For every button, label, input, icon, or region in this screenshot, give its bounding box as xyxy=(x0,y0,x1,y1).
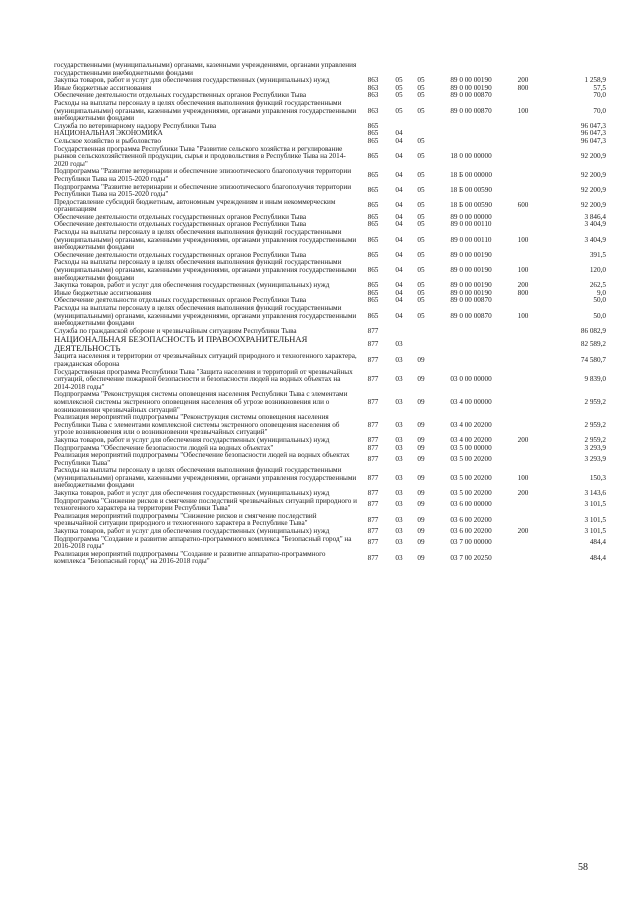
row-target-article: 03 5 00 20200 xyxy=(450,454,492,463)
row-target-article: 03 4 00 20200 xyxy=(450,435,492,444)
row-subsection-code xyxy=(410,328,432,336)
table-row xyxy=(54,62,606,77)
row-name: Расходы на выплаты персоналу в целях обеспечения выполнения функций государственными (муниципальными) органами, казенными учреждениями, органами управления государственными внебюджетными фондами xyxy=(54,98,357,123)
table-row xyxy=(54,536,606,551)
row-expense-type xyxy=(510,452,536,467)
row-expense-type xyxy=(510,168,536,183)
row-target-article: 18 Б 00 00000 xyxy=(450,171,492,180)
row-amount: 2 959,2 xyxy=(584,435,606,444)
row-expense-type: 200 xyxy=(517,489,529,498)
row-expense-type xyxy=(510,445,536,453)
row-amount: 3 101,5 xyxy=(584,500,606,509)
table-row xyxy=(54,259,606,282)
row-subsection-code: 05 xyxy=(417,152,425,161)
row-amount: 3 404,9 xyxy=(584,220,606,229)
row-expense-type xyxy=(510,297,536,305)
row-name: Подпрограмма "Реконструкция системы оповещения населения Республики Тыва с элементами комплексной системы экстренного оповещения населения об угрозе возникновения или о возникновении чрезвычайных ситуаций" xyxy=(54,390,348,414)
row-amount: 2 959,2 xyxy=(584,420,606,429)
row-amount: 9 839,0 xyxy=(584,375,606,384)
row-section-code: 04 xyxy=(395,136,403,145)
row-section-code: 04 xyxy=(395,220,403,229)
row-name: Служба по ветеринарному надзору Республики Тыва xyxy=(54,121,217,130)
row-amount: 3 293,9 xyxy=(584,443,606,452)
table-row xyxy=(54,369,606,392)
row-section-code: 05 xyxy=(395,83,403,92)
row-section-code: 04 xyxy=(395,212,403,221)
row-expense-type: 200 xyxy=(517,76,529,85)
row-name: Государственная программа Республики Тыва "Развитие сельского хозяйства и регулирование рынков сельскохозяйственной продукции, сырья и продовольствия в Республике Тыва на 2014-2020 годы" xyxy=(54,144,346,168)
budget-table xyxy=(54,62,606,566)
row-target-article: 89 0 00 00110 xyxy=(450,220,492,229)
row-target-article: 03 5 00 20200 xyxy=(450,489,492,498)
row-name: Реализация мероприятий подпрограммы "Снижение рисков и смягчение последствий чрезвычайной ситуации природного и техногенного характера в Республике Тыва" xyxy=(54,511,317,528)
row-name: НАЦИОНАЛЬНАЯ ЭКОНОМИКА xyxy=(54,129,163,138)
row-ministry-code: 877 xyxy=(367,527,379,536)
table-row xyxy=(54,513,606,528)
row-name: Иные бюджетные ассигнования xyxy=(54,288,152,297)
row-target-article: 89 0 00 00190 xyxy=(450,76,492,85)
row-section-code: 03 xyxy=(395,527,403,536)
row-amount: 484,4 xyxy=(589,553,606,562)
row-expense-type xyxy=(510,130,536,138)
row-name: Расходы на выплаты персоналу в целях обеспечения выполнения функций государственными (муниципальными) органами, казенными учреждениями, органами управления государственными внебюджетными фондами xyxy=(54,228,357,252)
row-target-article: 03 6 00 00000 xyxy=(450,500,492,509)
row-name: Государственная программа Республики Тыва "Защита населения и территорий от чрезвычайных ситуаций, обеспечение пожарной безопасности и безопасности людей на водных объектах на 2014-2018 годы" xyxy=(54,367,353,391)
table-row xyxy=(54,467,606,490)
row-amount: 50,0 xyxy=(593,296,606,305)
row-section-code: 04 xyxy=(395,201,403,210)
row-amount: 120,0 xyxy=(589,266,606,275)
row-section-code: 04 xyxy=(395,288,403,297)
row-amount: 70,0 xyxy=(593,91,606,100)
row-expense-type xyxy=(510,184,536,199)
row-name: Обеспечение деятельности отдельных государственных органов Республики Тыва xyxy=(54,212,307,221)
row-amount: 50,0 xyxy=(593,311,606,320)
row-subsection-code: 09 xyxy=(417,397,425,406)
row-subsection-code: 09 xyxy=(417,454,425,463)
row-ministry-code: 877 xyxy=(367,420,379,429)
row-amount: 96 047,3 xyxy=(580,121,606,130)
row-target-article: 03 7 00 20250 xyxy=(450,553,492,562)
row-ministry-code: 877 xyxy=(367,435,379,444)
row-target-article: 89 0 00 00870 xyxy=(450,296,492,305)
row-target-article: 03 7 00 00000 xyxy=(450,538,492,547)
row-ministry-code: 877 xyxy=(367,500,379,509)
row-target-article xyxy=(432,62,510,77)
row-subsection-code: 05 xyxy=(417,136,425,145)
row-target-article xyxy=(432,138,510,146)
row-target-article xyxy=(432,335,510,353)
row-subsection-code xyxy=(410,123,432,131)
row-ministry-code: 877 xyxy=(367,326,379,335)
row-expense-type: 100 xyxy=(517,311,529,320)
row-amount: 92 200,9 xyxy=(580,186,606,195)
row-expense-type xyxy=(510,498,536,513)
row-name: Закупка товаров, работ и услуг для обеспечения государственных (муниципальных) нужд xyxy=(54,76,330,85)
row-expense-type: 800 xyxy=(517,83,529,92)
row-ministry-code: 863 xyxy=(367,91,379,100)
row-section-code: 03 xyxy=(395,420,403,429)
row-name: Иные бюджетные ассигнования xyxy=(54,83,152,92)
row-amount: 150,3 xyxy=(589,473,606,482)
row-target-article: 89 0 00 00870 xyxy=(450,91,492,100)
table-row xyxy=(54,305,606,328)
row-expense-type: 800 xyxy=(517,288,529,297)
row-subsection-code: 05 xyxy=(417,296,425,305)
row-subsection-code: 05 xyxy=(417,288,425,297)
row-ministry-code: 877 xyxy=(367,489,379,498)
row-subsection-code: 05 xyxy=(417,186,425,195)
row-ministry-code: 865 xyxy=(367,129,379,138)
row-section-code: 03 xyxy=(395,553,403,562)
row-section-code xyxy=(388,328,410,336)
row-subsection-code: 05 xyxy=(417,171,425,180)
row-subsection-code: 09 xyxy=(417,375,425,384)
row-ministry-code: 865 xyxy=(367,250,379,259)
row-ministry-code: 865 xyxy=(367,152,379,161)
row-target-article: 89 0 00 00190 xyxy=(450,266,492,275)
row-subsection-code: 05 xyxy=(417,220,425,229)
table-row xyxy=(54,100,606,123)
row-expense-type: 600 xyxy=(517,201,529,210)
row-amount: 3 101,5 xyxy=(584,527,606,536)
row-name: Расходы на выплаты персоналу в целях обеспечения выполнения функций государственными (муниципальными) органами, казенными учреждениями, органами управления государственными внебюджетными фондами xyxy=(54,258,357,282)
row-amount: 484,4 xyxy=(589,538,606,547)
row-ministry-code: 863 xyxy=(367,106,379,115)
row-ministry-code: 863 xyxy=(367,83,379,92)
row-amount: 3 143,6 xyxy=(584,489,606,498)
row-amount: 3 293,9 xyxy=(584,454,606,463)
row-section-code: 04 xyxy=(395,186,403,195)
row-target-article: 89 0 00 00190 xyxy=(450,250,492,259)
row-expense-type xyxy=(510,62,536,77)
row-name: государственными (муниципальными) органами, казенными учреждениями, органами управления государственными внебюджетными фондами xyxy=(54,61,357,77)
row-name: Подпрограмма "Развитие ветеринарии и обеспечение эпизоотического благополучия территории Республики Тыва на 2015-2020 годы" xyxy=(54,182,352,199)
row-name: Обеспечение деятельности отдельных государственных органов Республики Тыва xyxy=(54,220,307,229)
row-name: Закупка товаров, работ и услуг для обеспечения государственных (муниципальных) нужд xyxy=(54,435,330,444)
row-expense-type: 200 xyxy=(517,435,529,444)
row-expense-type xyxy=(510,369,536,392)
row-name: Подпрограмма "Обеспечение безопасности людей на водных объектах" xyxy=(54,443,274,452)
row-section-code: 04 xyxy=(395,171,403,180)
row-section-code: 03 xyxy=(395,435,403,444)
row-amount: 262,5 xyxy=(589,281,606,290)
row-ministry-code: 877 xyxy=(367,397,379,406)
row-subsection-code: 05 xyxy=(417,311,425,320)
row-ministry-code: 877 xyxy=(367,339,379,348)
row-section-code: 05 xyxy=(395,91,403,100)
table-row xyxy=(54,184,606,199)
row-ministry-code: 865 xyxy=(367,201,379,210)
row-name: Закупка товаров, работ и услуг для обеспечения государственных (муниципальных) нужд xyxy=(54,281,330,290)
row-section-code: 04 xyxy=(395,296,403,305)
row-subsection-code: 09 xyxy=(417,515,425,524)
row-ministry-code: 865 xyxy=(367,296,379,305)
row-amount: 92 200,9 xyxy=(580,171,606,180)
row-expense-type xyxy=(510,214,536,222)
table-row xyxy=(54,168,606,183)
row-amount: 96 047,3 xyxy=(580,129,606,138)
table-row xyxy=(54,452,606,467)
row-expense-type xyxy=(510,513,536,528)
row-ministry-code: 877 xyxy=(367,454,379,463)
row-ministry-code: 865 xyxy=(367,288,379,297)
table-row xyxy=(54,391,606,414)
row-section-code: 05 xyxy=(395,76,403,85)
row-expense-type: 200 xyxy=(517,281,529,290)
row-subsection-code: 05 xyxy=(417,106,425,115)
row-section-code: 04 xyxy=(395,129,403,138)
row-amount xyxy=(536,62,606,77)
row-name: Предоставление субсидий бюджетным, автономным учреждениям и иным некоммерческим организациям xyxy=(54,197,336,214)
row-name: НАЦИОНАЛЬНАЯ БЕЗОПАСНОСТЬ И ПРАВООХРАНИТЕЛЬНАЯ ДЕЯТЕЛЬНОСТЬ xyxy=(54,334,308,354)
table-row xyxy=(54,146,606,169)
row-ministry-code: 865 xyxy=(367,220,379,229)
row-target-article: 03 5 00 20200 xyxy=(450,473,492,482)
row-expense-type xyxy=(510,123,536,131)
row-amount: 92 200,9 xyxy=(580,152,606,161)
row-subsection-code: 09 xyxy=(417,473,425,482)
row-expense-type: 100 xyxy=(517,235,529,244)
row-name: Служба по гражданской обороне и чрезвычайным ситуациям Республики Тыва xyxy=(54,326,297,335)
row-amount: 1 258,9 xyxy=(584,76,606,85)
row-section-code: 04 xyxy=(395,311,403,320)
row-section-code: 03 xyxy=(395,489,403,498)
row-subsection-code: 09 xyxy=(417,356,425,365)
row-amount: 3 846,4 xyxy=(584,212,606,221)
row-amount: 92 200,9 xyxy=(580,201,606,210)
row-name: Подпрограмма "Создание и развитие аппаратно-программного комплекса "Безопасный город" на 2016-2018 годы" xyxy=(54,534,352,551)
row-section-code: 04 xyxy=(395,235,403,244)
row-target-article: 18 Б 00 00590 xyxy=(450,201,492,210)
row-ministry-code: 865 xyxy=(367,136,379,145)
row-amount: 74 580,7 xyxy=(580,356,606,365)
row-ministry-code: 865 xyxy=(367,171,379,180)
row-name: Расходы на выплаты персоналу в целях обеспечения выполнения функций государственными (муниципальными) органами, казенными учреждениями, органами управления государственными внебюджетными фондами xyxy=(54,304,357,328)
row-subsection-code: 09 xyxy=(417,538,425,547)
row-section-code: 04 xyxy=(395,281,403,290)
row-subsection-code: 09 xyxy=(417,435,425,444)
row-ministry-code: 877 xyxy=(367,443,379,452)
row-expense-type xyxy=(510,92,536,100)
row-target-article: 18 Б 00 00590 xyxy=(450,186,492,195)
row-ministry-code: 877 xyxy=(367,515,379,524)
row-subsection-code: 05 xyxy=(417,266,425,275)
row-expense-type xyxy=(510,328,536,336)
row-ministry-code: 877 xyxy=(367,538,379,547)
row-section-code: 03 xyxy=(395,443,403,452)
row-target-article: 89 0 00 00000 xyxy=(450,212,492,221)
row-target-article: 89 0 00 00190 xyxy=(450,288,492,297)
row-subsection-code: 05 xyxy=(417,235,425,244)
row-subsection-code: 05 xyxy=(417,91,425,100)
row-subsection-code: 09 xyxy=(417,420,425,429)
row-expense-type: 100 xyxy=(517,266,529,275)
row-target-article xyxy=(432,130,510,138)
row-target-article: 89 0 00 00190 xyxy=(450,281,492,290)
row-subsection-code: 09 xyxy=(417,443,425,452)
row-section-code: 03 xyxy=(395,375,403,384)
row-name: Реализация мероприятий подпрограммы "Реконструкция системы оповещения населения Республики Тыва с элементами комплексной системы экстренного оповещения населения об угрозе возникновения или о возникновении чрезвычайных ситуаций" xyxy=(54,413,340,437)
table-row xyxy=(54,229,606,252)
row-ministry-code: 863 xyxy=(367,76,379,85)
row-target-article: 89 0 00 00110 xyxy=(450,235,492,244)
table-row xyxy=(54,353,606,368)
row-target-article: 89 0 00 00190 xyxy=(450,83,492,92)
row-name: Расходы на выплаты персоналу в целях обеспечения выполнения функций государственными (муниципальными) органами, казенными учреждениями, органами управления государственными внебюджетными фондами xyxy=(54,466,357,490)
row-expense-type xyxy=(510,551,536,566)
row-ministry-code: 865 xyxy=(367,186,379,195)
row-section-code xyxy=(388,62,410,77)
row-section-code: 04 xyxy=(395,266,403,275)
row-expense-type: 200 xyxy=(517,527,529,536)
row-target-article: 03 5 00 00000 xyxy=(450,443,492,452)
page-number: 58 xyxy=(578,862,588,873)
row-subsection-code: 05 xyxy=(417,250,425,259)
row-section-code: 03 xyxy=(395,356,403,365)
row-subsection-code: 05 xyxy=(417,76,425,85)
row-expense-type xyxy=(510,335,536,353)
row-name: Закупка товаров, работ и услуг для обеспечения государственных (муниципальных) нужд xyxy=(54,489,330,498)
row-name: Обеспечение деятельности отдельных государственных органов Республики Тыва xyxy=(54,296,307,305)
table-row xyxy=(54,414,606,437)
row-amount: 9,0 xyxy=(597,288,606,297)
row-expense-type xyxy=(510,252,536,260)
row-expense-type xyxy=(510,353,536,368)
row-ministry-code: 865 xyxy=(367,281,379,290)
row-target-article: 89 0 00 00870 xyxy=(450,311,492,320)
row-subsection-code: 09 xyxy=(417,489,425,498)
row-section-code: 03 xyxy=(395,339,403,348)
row-name: Обеспечение деятельности отдельных государственных органов Республики Тыва xyxy=(54,250,307,259)
row-subsection-code: 05 xyxy=(417,281,425,290)
row-name: Реализация мероприятий подпрограммы "Обеспечение безопасности людей на водных объектах Республики Тыва" xyxy=(54,451,350,467)
table-row xyxy=(54,335,606,353)
row-name: Подпрограмма "Развитие ветеринарии и обеспечение эпизоотического благополучия территории Республики Тыва на 2015-2020 годы" xyxy=(54,167,352,183)
table-row xyxy=(54,199,606,214)
row-expense-type: 100 xyxy=(517,106,529,115)
row-subsection-code xyxy=(410,62,432,77)
row-expense-type: 100 xyxy=(517,473,529,482)
row-expense-type xyxy=(510,536,536,551)
row-section-code: 04 xyxy=(395,152,403,161)
row-section-code: 03 xyxy=(395,515,403,524)
row-name: Подпрограмма "Снижение рисков и смягчение последствий чрезвычайных ситуаций природного и техногенного характера на территории Республики Тыва" xyxy=(54,496,357,513)
row-target-article: 03 4 00 00000 xyxy=(450,397,492,406)
row-ministry-code: 865 xyxy=(367,311,379,320)
row-target-article: 03 4 00 20200 xyxy=(450,420,492,429)
row-name: Реализация мероприятий подпрограммы "Создание и развитие аппаратно-программного комплекса "Безопасный город" на 2016-2018 годы" xyxy=(54,549,326,566)
row-name: Сельское хозяйство и рыболовство xyxy=(54,136,161,145)
row-amount: 3 404,9 xyxy=(584,235,606,244)
row-section-code: 03 xyxy=(395,538,403,547)
row-ministry-code: 865 xyxy=(367,266,379,275)
row-subsection-code: 05 xyxy=(417,83,425,92)
row-subsection-code: 09 xyxy=(417,553,425,562)
row-amount: 3 101,5 xyxy=(584,515,606,524)
row-section-code: 04 xyxy=(395,250,403,259)
row-amount: 96 047,3 xyxy=(580,136,606,145)
row-subsection-code: 09 xyxy=(417,500,425,509)
row-target-article: 03 0 00 00000 xyxy=(450,375,492,384)
row-ministry-code: 865 xyxy=(367,235,379,244)
row-target-article xyxy=(432,328,510,336)
row-subsection-code: 05 xyxy=(417,212,425,221)
row-name: Обеспечение деятельности отдельных государственных органов Республики Тыва xyxy=(54,91,307,100)
row-section-code: 03 xyxy=(395,500,403,509)
row-section-code: 03 xyxy=(395,397,403,406)
row-amount: 82 589,2 xyxy=(580,339,606,348)
row-ministry-code: 877 xyxy=(367,356,379,365)
row-expense-type xyxy=(510,391,536,414)
row-name: Закупка товаров, работ и услуг для обеспечения государственных (муниципальных) нужд xyxy=(54,527,330,536)
row-target-article xyxy=(432,123,510,131)
row-target-article: 03 6 00 20200 xyxy=(450,515,492,524)
row-ministry-code: 865 xyxy=(367,121,379,130)
row-subsection-code xyxy=(410,335,432,353)
row-amount: 57,5 xyxy=(593,83,606,92)
row-expense-type xyxy=(510,221,536,229)
row-expense-type xyxy=(510,138,536,146)
budget-table-body xyxy=(54,62,606,566)
row-target-article: 03 6 00 20200 xyxy=(450,527,492,536)
row-name: Защита населения и территории от чрезвычайных ситуаций природного и техногенного характера, гражданская оборона xyxy=(54,352,357,368)
row-ministry-code: 877 xyxy=(367,375,379,384)
row-expense-type xyxy=(510,414,536,437)
row-subsection-code: 09 xyxy=(417,527,425,536)
table-row xyxy=(54,498,606,513)
row-ministry-code xyxy=(358,62,388,77)
row-target-article: 89 0 00 00870 xyxy=(450,106,492,115)
row-section-code: 03 xyxy=(395,473,403,482)
row-amount: 391,5 xyxy=(589,250,606,259)
row-section-code: 03 xyxy=(395,454,403,463)
row-amount: 70,0 xyxy=(593,106,606,115)
row-ministry-code: 877 xyxy=(367,553,379,562)
row-ministry-code: 865 xyxy=(367,212,379,221)
row-ministry-code: 877 xyxy=(367,473,379,482)
row-target-article xyxy=(432,353,510,368)
row-amount: 2 959,2 xyxy=(584,397,606,406)
row-section-code: 05 xyxy=(395,106,403,115)
row-target-article: 18 0 00 00000 xyxy=(450,152,492,161)
row-subsection-code: 05 xyxy=(417,201,425,210)
table-row xyxy=(54,551,606,566)
row-amount: 86 082,9 xyxy=(580,326,606,335)
row-expense-type xyxy=(510,146,536,169)
